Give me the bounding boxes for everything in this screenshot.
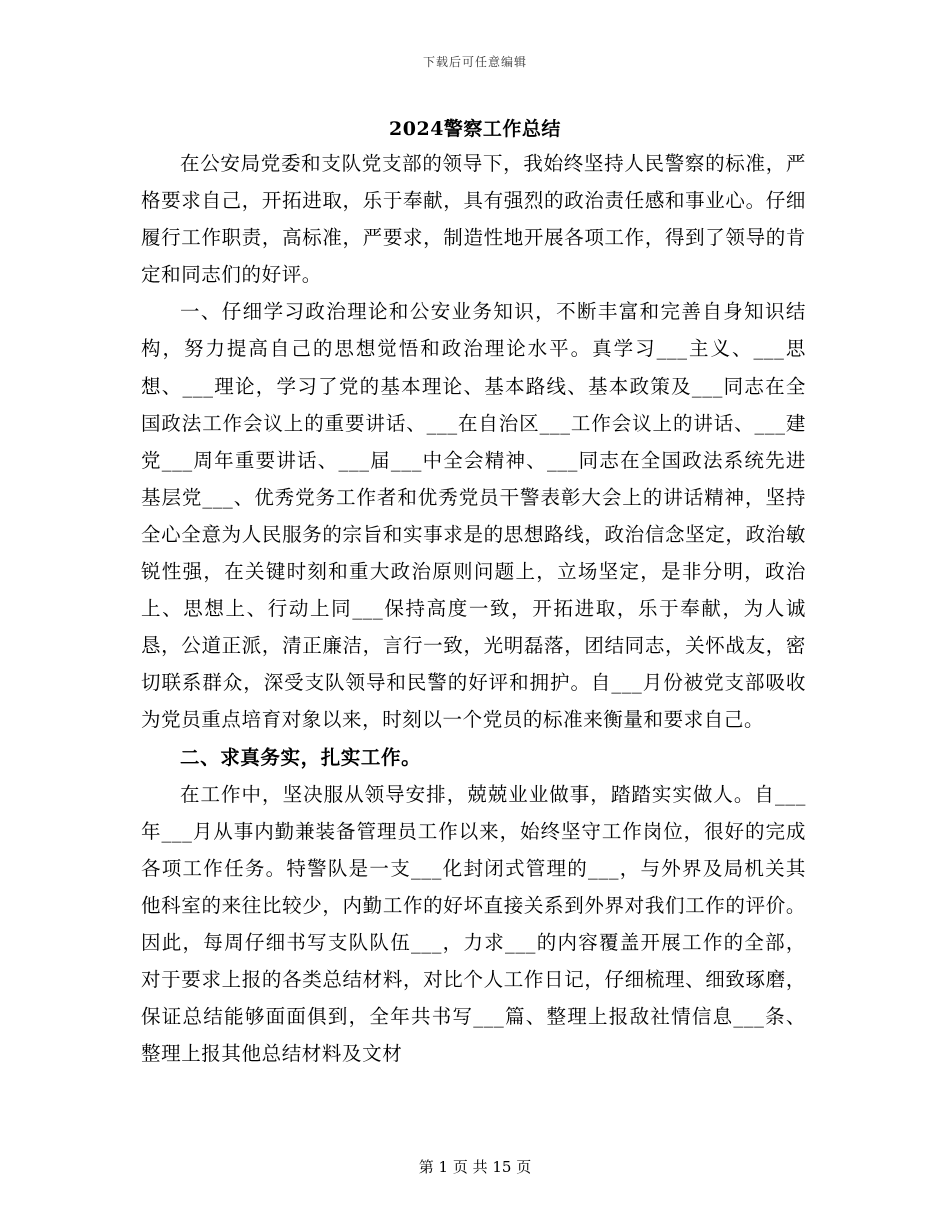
page-header: 下载后可任意编辑 [422, 55, 527, 69]
document-title: 2024警察工作总结 [389, 118, 561, 140]
page-number: 第 1 页 共 15 页 [418, 1158, 532, 1176]
section-two-heading: 二、求真务实，扎实工作。 [180, 745, 422, 769]
section-two-paragraph: 在工作中，坚决服从领导安排，兢兢业业做事，踏踏实实做人。自___年___月从事内勤兼装备管理员工作以来，始终坚守工作岗位，很好的完成各项工作任务。特警队是一支___化封闭式管理的___，与外界及局机关其他科室的来往比较少，内勤工作的好坏直接关系到外界对我们工作的评价。因此，每周仔细书写支队队伍___，力求___的内容覆盖开展工作的全部，对于要求上报的各类总结材料，对比个人工作日记，仔细梳理、细致琢磨，保证总结能够面面俱到，全年共书写___篇、整理上报敌社情信息___条、整理上报其他总结材料及文材 [141, 782, 806, 1066]
intro-paragraph: 在公安局党委和支队党支部的领导下，我始终坚持人民警察的标准，严格要求自己，开拓进取，乐于奉献，具有强烈的政治责任感和事业心。仔细履行工作职责，高标准，严要求，制造性地开展各项工作，得到了领导的肯定和同志们的好评。 [141, 152, 806, 287]
document-body [141, 145, 806, 1072]
section-one-paragraph: 一、仔细学习政治理论和公安业务知识，不断丰富和完善自身知识结构，努力提高自己的思想觉悟和政治理论水平。真学习___主义、___思想、___理论，学习了党的基本理论、基本路线、基本政策及___同志在全国政法工作会议上的重要讲话、___在自治区___工作会议上的讲话、___建党___周年重要讲话、___届___中全会精神、___同志在全国政法系统先进基层党___、优秀党务工作者和优秀党员干警表彰大会上的讲话精神，坚持全心全意为人民服务的宗旨和实事求是的思想路线，政治信念坚定，政治敏锐性强，在关键时刻和重大政治原则问题上，立场坚定，是非分明，政治上、思想上、行动上同___保持高度一致，开拓进取，乐于奉献，为人诚恳，公道正派，清正廉洁，言行一致，光明磊落，团结同志，关怀战友，密切联系群众，深受支队领导和民警的好评和拥护。自___月份被党支部吸收为党员重点培育对象以来，时刻以一个党员的标准来衡量和要求自己。 [141, 300, 806, 732]
